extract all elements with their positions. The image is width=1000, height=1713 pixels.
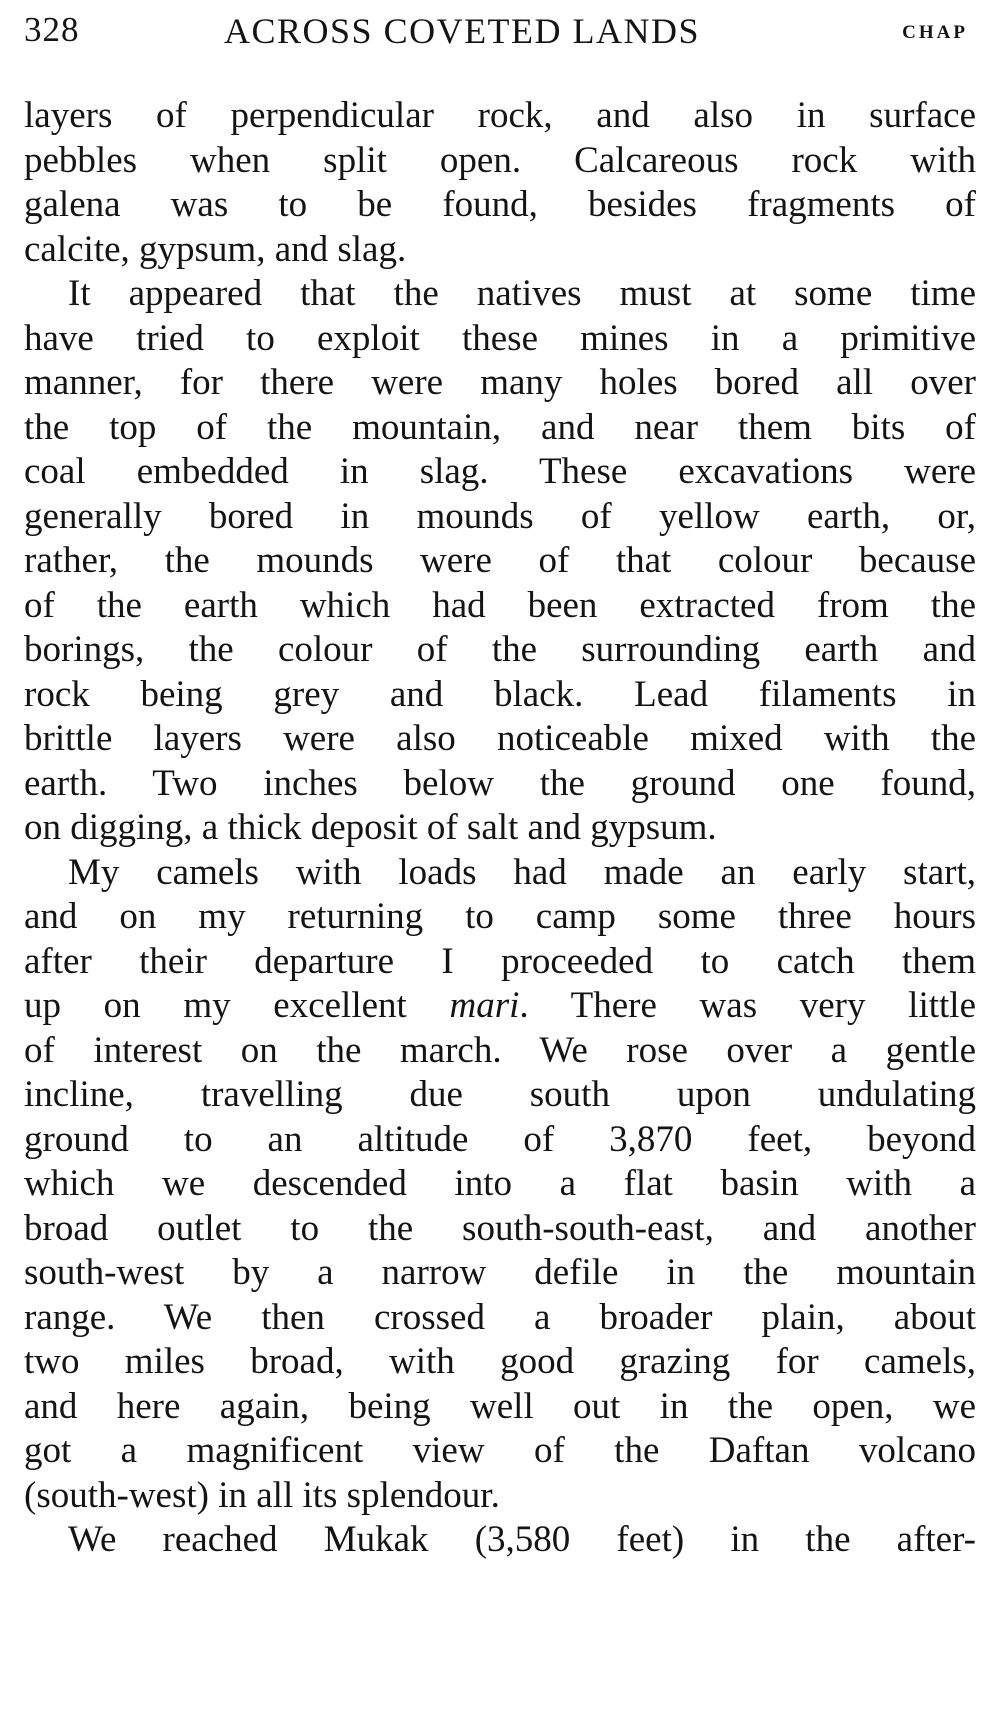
text-line: south-west by a narrow defile in the mountain <box>24 1252 976 1293</box>
text-segment: . There was very little <box>519 985 976 1026</box>
text-line: borings, the colour of the surrounding earth and <box>24 629 976 670</box>
text-line: the top of the mountain, and near them bits of <box>24 406 976 448</box>
text-line: (south-west) in all its splendour. <box>24 1474 500 1516</box>
text-line: ground to an altitude of 3,870 feet, beyond <box>24 1118 976 1160</box>
text-line: of interest on the march. We rose over a gentle <box>24 1029 976 1071</box>
text-line: rock being grey and black. Lead filaments in <box>24 673 976 715</box>
text-line: generally bored in mounds of yellow earth, or, <box>24 495 976 537</box>
text-line: got a magnificent view of the Daftan volcano <box>24 1430 976 1471</box>
text-line: earth. Two inches below the ground one found, <box>24 762 976 804</box>
page-number: 328 <box>24 10 80 49</box>
text-line: galena was to be found, besides fragments of <box>24 184 976 225</box>
text-line: have tried to exploit these mines in a primitive <box>24 317 976 359</box>
text-line: and here again, being well out in the open, we <box>24 1385 976 1427</box>
text-line: incline, travelling due south upon undulating <box>24 1074 976 1115</box>
text-line: My camels with loads had made an early start, <box>68 851 976 893</box>
text-line: calcite, gypsum, and slag. <box>24 228 407 270</box>
text-segment: up on my excellent <box>24 985 450 1026</box>
text-line: and on my returning to camp some three hours <box>24 896 976 937</box>
body-text <box>24 94 976 1563</box>
text-line: layers of perpendicular rock, and also in surface <box>24 95 976 136</box>
text-line: of the earth which had been extracted from the <box>24 584 976 626</box>
text-line <box>24 984 976 1029</box>
text-line: range. We then crossed a broader plain, about <box>24 1296 976 1338</box>
text-line: coal embedded in slag. These excavations were <box>24 451 976 492</box>
text-line: It appeared that the natives must at some time <box>68 273 976 314</box>
text-line: on digging, a thick deposit of salt and gypsum. <box>24 807 717 848</box>
text-line: which we descended into a flat basin with a <box>24 1163 976 1204</box>
text-line: rather, the mounds were of that colour because <box>24 540 976 581</box>
text-line: We reached Mukak (3,580 feet) in the after- <box>68 1519 976 1560</box>
text-line: manner, for there were many holes bored all over <box>24 362 976 403</box>
text-line: after their departure I proceeded to catch them <box>24 940 976 982</box>
running-title: ACROSS COVETED LANDS <box>224 11 701 51</box>
chapter-label: CHAP <box>902 22 968 43</box>
text-line: brittle layers were also noticeable mixed with the <box>24 718 976 759</box>
text-line: pebbles when split open. Calcareous rock with <box>24 139 976 181</box>
page-header <box>24 10 976 60</box>
italic-word: mari <box>449 985 520 1026</box>
text-line: two miles broad, with good grazing for camels, <box>24 1341 976 1382</box>
text-line: broad outlet to the south-south-east, and another <box>24 1207 976 1249</box>
